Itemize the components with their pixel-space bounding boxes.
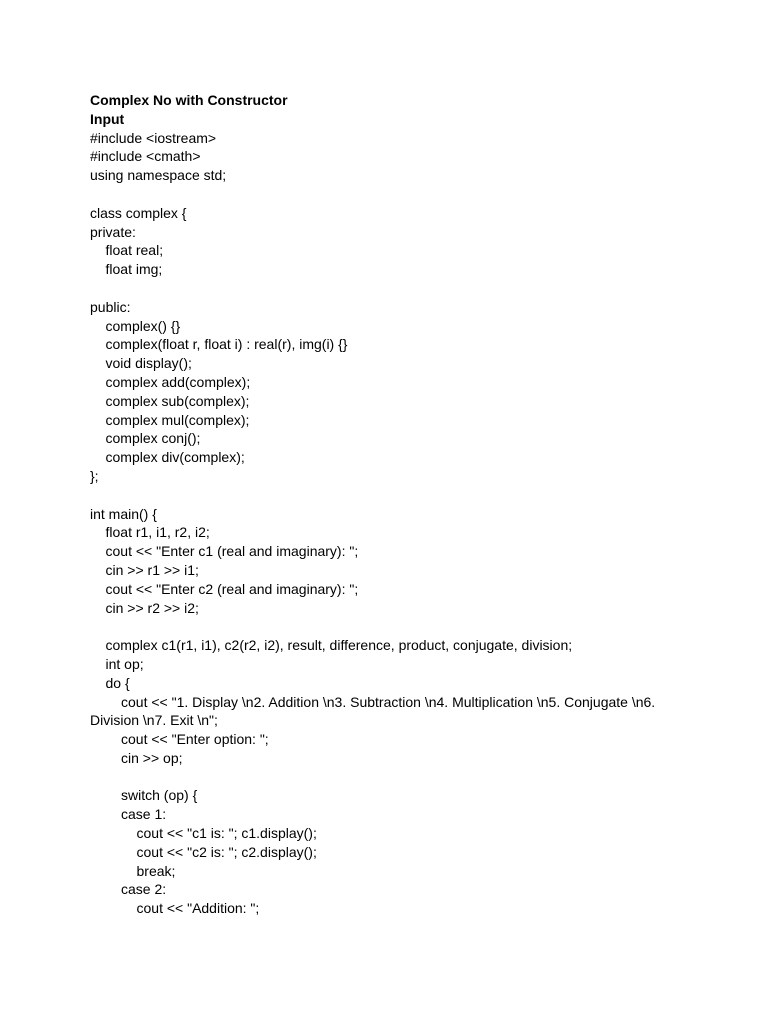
- code-line: case 1:: [121, 806, 167, 823]
- code-line: [90, 185, 690, 204]
- code-line: cin >> r2 >> i2;: [105, 599, 199, 616]
- code-line: public:: [90, 298, 131, 315]
- code-line: float r1, i1, r2, i2;: [105, 524, 210, 541]
- code-line: float real;: [105, 242, 164, 259]
- document-content: [90, 91, 690, 918]
- code-line: case 2:: [121, 881, 167, 898]
- code-line: cout << "Enter c1 (real and imaginary): ";: [105, 543, 359, 560]
- code-line: complex sub(complex);: [105, 392, 250, 409]
- code-line: complex c1(r1, i1), c2(r2, i2), result, difference, product, conjugate, division;: [105, 637, 573, 654]
- code-line: complex(float r, float i) : real(r), img(i) {}: [105, 336, 348, 353]
- code-line: cout << "Addition: ";: [136, 900, 260, 917]
- code-line: [90, 279, 690, 298]
- code-line: void display();: [105, 355, 192, 372]
- document-title: Complex No with Constructor: [90, 92, 288, 108]
- code-line: complex conj();: [105, 430, 201, 447]
- code-line: #include <iostream>: [90, 129, 217, 146]
- code-line: class complex {: [90, 204, 187, 221]
- section-heading: Input: [90, 110, 125, 127]
- code-line: do {: [105, 674, 130, 691]
- code-line: cout << "Enter c2 (real and imaginary): ";: [105, 580, 359, 597]
- code-line: private:: [90, 223, 136, 240]
- code-line: switch (op) {: [121, 787, 198, 804]
- code-line: cout << "1. Display \n2. Addition \n3. Subtraction \n4. Multiplication \n5. Conjugate \n6.: [121, 693, 656, 710]
- code-line: cout << "c1 is: "; c1.display();: [136, 825, 317, 842]
- code-line: complex mul(complex);: [105, 411, 250, 428]
- code-line: cout << "Enter option: ";: [121, 731, 269, 748]
- code-line: float img;: [105, 261, 163, 278]
- code-line: int op;: [105, 655, 144, 672]
- code-line: break;: [136, 862, 176, 879]
- code-line: cin >> r1 >> i1;: [105, 561, 199, 578]
- code-line: [90, 617, 690, 636]
- code-line: cin >> op;: [121, 749, 183, 766]
- code-line: int main() {: [90, 505, 157, 522]
- code-line: complex() {}: [105, 317, 181, 334]
- code-line: };: [90, 467, 99, 484]
- code-line: complex div(complex);: [105, 449, 245, 466]
- code-line: [90, 486, 690, 505]
- code-line: using namespace std;: [90, 167, 227, 184]
- code-line: #include <cmath>: [90, 148, 201, 165]
- code-line: Division \n7. Exit \n";: [90, 712, 218, 729]
- code-line: cout << "c2 is: "; c2.display();: [136, 843, 317, 860]
- code-line: complex add(complex);: [105, 373, 251, 390]
- code-line: [90, 768, 690, 787]
